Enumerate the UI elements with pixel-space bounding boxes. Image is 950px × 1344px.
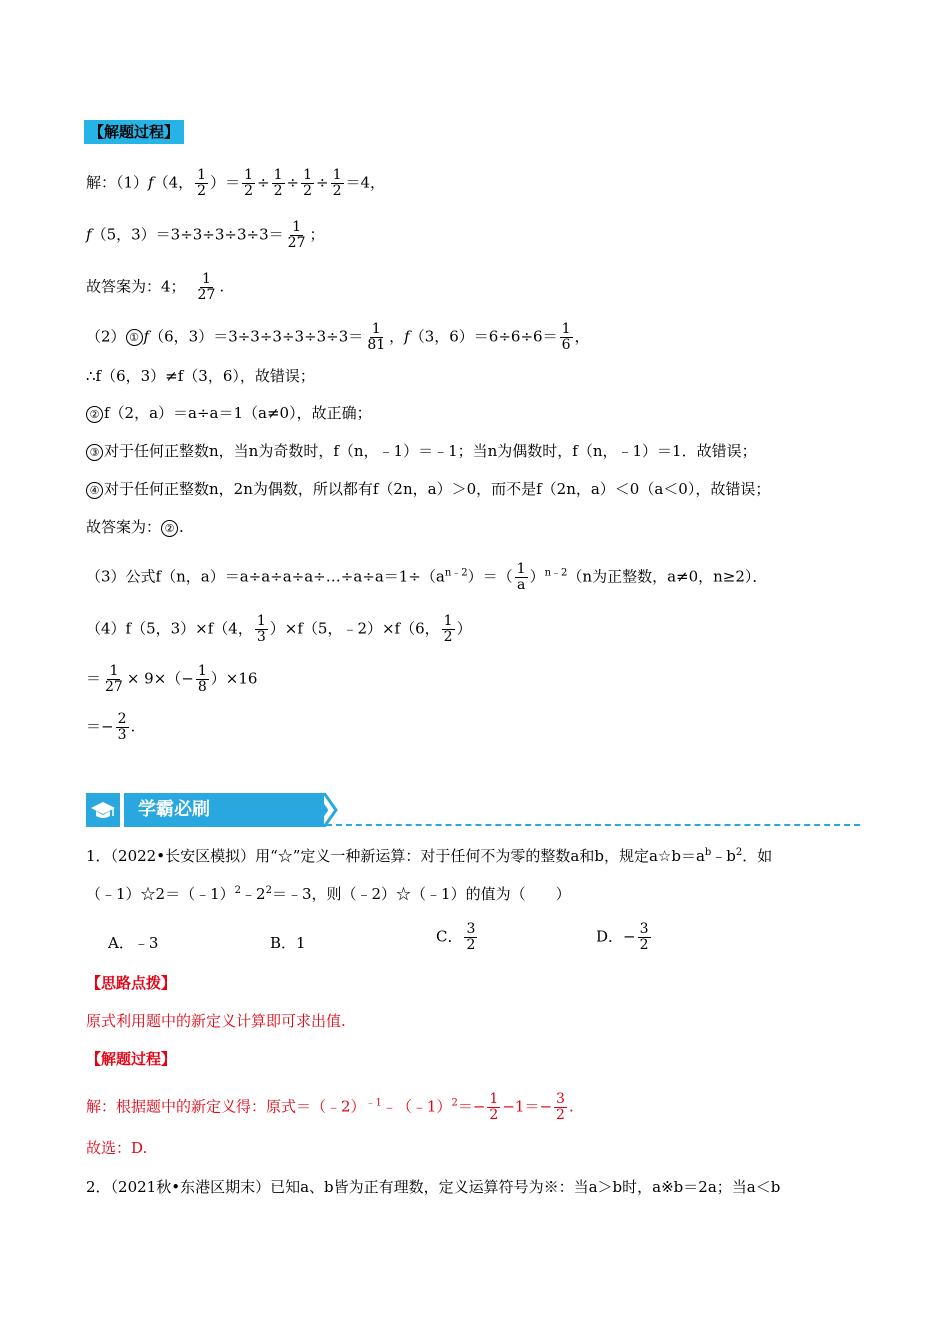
- fraction: $\frac{1}{2}$: [244, 167, 254, 199]
- q1-answer: 故选：D.: [86, 1139, 148, 1157]
- fraction: $\frac{1}{2}$: [303, 167, 313, 199]
- solution-line-5: ∴f（6，3）≠f（3，6），故错误；: [86, 367, 315, 385]
- fraction: $\frac{3}{2}$: [639, 921, 649, 953]
- fraction: $\frac{1}{2}$: [489, 1091, 499, 1123]
- solution-line-3: 故答案为：4； $\frac{1}{27}$ .: [86, 271, 225, 303]
- option-a: A．﹣3: [108, 934, 159, 952]
- q1-line-1: 1．（2022•长安区模拟）用“☆”定义一种新运算：对于任何不为零的整数a和b，规定$a☆b=a^b﹣b^2$．如: [86, 847, 773, 865]
- banner-divider: [326, 824, 860, 826]
- option-c: C． $\frac{3}{2}$: [436, 921, 476, 953]
- fraction: $\frac{1}{6}$: [561, 321, 571, 353]
- solution-line-10: （3）公式f（n，$a)=a\div a\div a\div a\div\dots\div a\div a=1\div(a^{n﹣2})=$（ $\frac{1}{a}$ ）$^{n﹣2}$（n为正整数，a≠0，n≥2）．: [86, 561, 768, 593]
- q1-line-2: $(﹣1)☆2=(﹣1)^2﹣2^2=﹣3$，则（﹣2）☆（﹣1）的值为（ ）: [86, 885, 571, 903]
- fraction: $\frac{1}{2}$: [273, 167, 283, 199]
- solution-line-6: ② f（2，a）＝a÷a＝1（a≠0），故正确；: [86, 403, 372, 423]
- solution-line-13: ＝− $\frac{2}{3}$ .: [86, 711, 136, 743]
- fraction: $\frac{1}{a}$: [516, 561, 526, 593]
- solution-line-7: ③ 对于任何正整数n，当n为奇数时，f（n，﹣1）＝﹣1；当n为偶数时，f（n，﹣1）＝1．故错误；: [86, 441, 757, 461]
- solution-line-9: 故答案为： ② .: [86, 518, 184, 536]
- solution-line-8: ④ 对于任何正整数n，2n为偶数，所以都有f（2n，a）＞0，而不是f（2n，a）＜0（a＜0），故错误；: [86, 479, 770, 499]
- solution-line-2: f（5，3）＝3÷3÷3÷3÷3＝ $\frac{1}{27}$ ；: [86, 219, 325, 251]
- fraction: $\frac{1}{3}$: [256, 613, 266, 645]
- fraction: $\frac{1}{27}$: [197, 271, 216, 303]
- hint-text: 原式利用题中的新定义计算即可求出值.: [86, 1012, 346, 1030]
- fraction: $\frac{3}{2}$: [556, 1091, 565, 1123]
- solution-line-12: ＝ $\frac{1}{27}$ × 9×（− $\frac{1}{8}$ ）×16: [86, 663, 258, 695]
- solution-process-tag: 【解题过程】: [84, 120, 184, 144]
- hint-tag: 【思路点拨】: [86, 974, 177, 992]
- fraction: $\frac{3}{2}$: [466, 921, 476, 953]
- q1-solution-line: 解：根据题中的新定义得：原式＝（﹣2）$^{﹣1}$﹣（﹣1）$^2$＝− $\frac{1}{2}$ −1＝− $\frac{3}{2}$ .: [86, 1091, 574, 1123]
- option-b: B．1: [270, 934, 306, 952]
- fraction: $\frac{1}{27}$: [287, 219, 306, 251]
- fraction: $\frac{1}{27}$: [105, 663, 123, 695]
- fraction: $\frac{1}{2}$: [197, 167, 207, 199]
- fraction: $\frac{1}{8}$: [197, 663, 207, 695]
- graduation-cap-icon: [86, 793, 120, 827]
- solution-line-1: 解：（1）f（4， $\frac{1}{2}$ ）＝ $\frac{1}{2}$ ÷ $\frac{1}{2}$ ÷ $\frac{1}{2}$ ÷ $\frac{1}{2}$ ＝4，: [86, 167, 386, 199]
- section-banner: [86, 793, 866, 827]
- fraction: $\frac{1}{81}$: [367, 321, 386, 353]
- solution-line-11: （4）f（5，3）×f（4， $\frac{1}{3}$ ）×f（5，﹣2）×f（6， $\frac{1}{2}$ ）: [86, 613, 472, 645]
- banner-title: 学霸必刷: [124, 793, 324, 827]
- q2-line-1: 2．（2021秋•东港区期末）已知a、b皆为正有理数，定义运算符号为※：当a＞b时，a※b＝2a；当a＜b: [86, 1178, 781, 1196]
- fraction: $\frac{1}{2}$: [332, 167, 342, 199]
- option-d: D．− $\frac{3}{2}$: [596, 921, 649, 953]
- q1-solution-tag: 【解题过程】: [86, 1050, 177, 1068]
- fraction: $\frac{1}{2}$: [443, 613, 453, 645]
- solution-line-4: （2） ① f（6，3）＝3÷3÷3÷3÷3÷3＝ $\frac{1}{81}$ ，f（3，6）＝6÷6÷6＝ $\frac{1}{6}$ ，: [86, 321, 590, 353]
- fraction: $\frac{2}{3}$: [117, 711, 127, 743]
- chevron-right-icon: [312, 793, 340, 827]
